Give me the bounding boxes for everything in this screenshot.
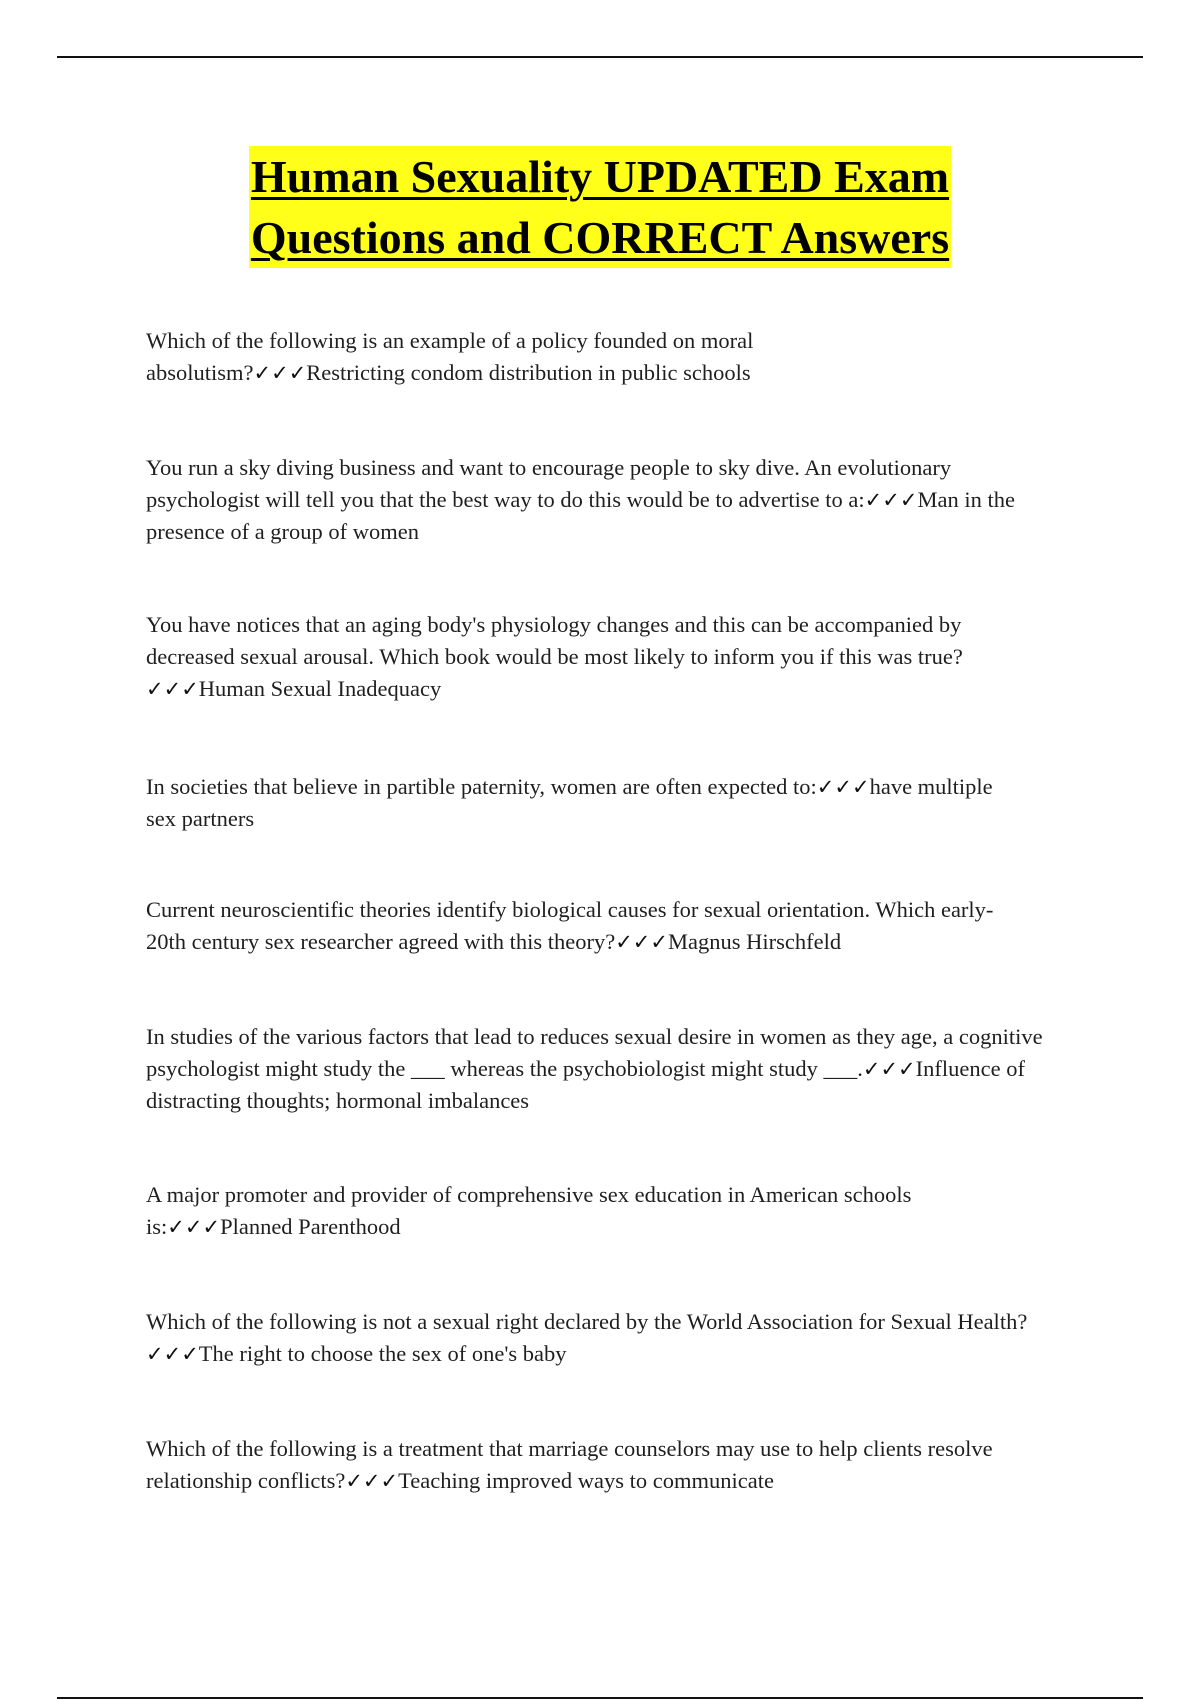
- answer-text: Human Sexual Inadequacy: [198, 676, 442, 701]
- qa-item-4: [146, 771, 1006, 835]
- qa-item-3: [146, 609, 1051, 705]
- answer-text: Restricting condom distribution in public schools: [306, 360, 751, 385]
- question-text: In societies that believe in partible paternity, women are often expected to:: [146, 774, 817, 799]
- question-text: Which of the following is an example of a policy founded on moral absolutism?: [146, 328, 754, 385]
- qa-item-2: [146, 452, 1066, 548]
- check-marks-icon: ✓✓✓: [816, 775, 870, 799]
- check-marks-icon: ✓✓✓: [253, 361, 307, 385]
- qa-item-5: [146, 894, 1026, 958]
- answer-text: Magnus Hirschfeld: [667, 929, 842, 954]
- qa-item-7: [146, 1179, 1006, 1243]
- check-marks-icon: ✓✓✓: [146, 1342, 199, 1366]
- check-marks-icon: ✓✓✓: [167, 1215, 221, 1239]
- question-text: Which of the following is a treatment that marriage counselors may use to help clients resolve relationship conflicts?: [146, 1436, 993, 1493]
- question-text: Current neuroscientific theories identify biological causes for sexual orientation. Which early-20th century sex researcher agreed with this theory?: [146, 897, 994, 954]
- answer-text: Planned Parenthood: [220, 1214, 401, 1239]
- answer-text: The right to choose the sex of one's baby: [198, 1341, 567, 1366]
- qa-item-6: [146, 1021, 1051, 1117]
- question-text: You have notices that an aging body's physiology changes and this can be accompanied by decreased sexual arousal. Which book would be most likely to inform you if this was true?: [146, 612, 963, 669]
- question-text: Which of the following is not a sexual right declared by the World Association for Sexual Health?: [146, 1309, 1028, 1334]
- document-title: [0, 146, 1200, 268]
- question-text: In studies of the various factors that lead to reduces sexual desire in women as they age, a cognitive psychologist might study the ___ whereas the psychobiologist might study ___.: [146, 1024, 1043, 1081]
- answer-text: have multiple sex partners: [146, 774, 993, 831]
- question-text: A major promoter and provider of comprehensive sex education in American schools is:: [146, 1182, 912, 1239]
- answer-text: Man in the presence of a group of women: [146, 487, 1015, 544]
- check-marks-icon: ✓✓✓: [862, 1057, 916, 1081]
- check-marks-icon: ✓✓✓: [345, 1469, 399, 1493]
- top-rule: [57, 56, 1143, 58]
- question-text: You run a sky diving business and want to encourage people to sky dive. An evolutionary psychologist will tell you that the best way to do this would be to advertise to a:: [146, 455, 952, 512]
- qa-item-9: [146, 1433, 1016, 1497]
- title-line-2: Questions and CORRECT Answers: [249, 207, 951, 268]
- check-marks-icon: ✓✓✓: [864, 488, 918, 512]
- bottom-rule: [57, 1697, 1143, 1699]
- answer-text: Teaching improved ways to communicate: [398, 1468, 774, 1493]
- answer-text: Influence of distracting thoughts; hormonal imbalances: [146, 1056, 1025, 1113]
- title-line-1: Human Sexuality UPDATED Exam: [249, 146, 951, 207]
- check-marks-icon: ✓✓✓: [615, 930, 668, 954]
- qa-item-8: [146, 1306, 1046, 1370]
- check-marks-icon: ✓✓✓: [146, 677, 199, 701]
- qa-item-1: [146, 325, 826, 389]
